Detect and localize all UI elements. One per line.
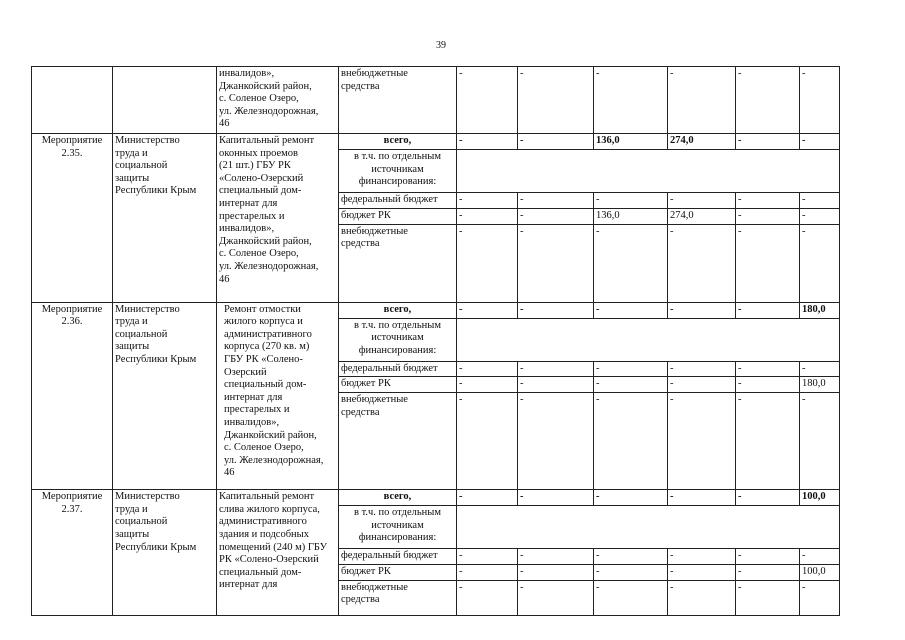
table-row <box>32 302 840 318</box>
value-cell: - <box>736 208 800 224</box>
event-label-line: 2.36. <box>61 316 83 328</box>
description-line: интернат для <box>219 197 278 209</box>
ministry-line: Министерство <box>115 491 180 503</box>
value-cell: - <box>736 490 800 506</box>
value-cell: - <box>594 564 668 580</box>
source-cell <box>339 67 457 134</box>
value-cell: - <box>594 393 668 490</box>
description-line: Джанкойский район, <box>219 235 312 247</box>
source-line: средства <box>341 238 380 250</box>
ministry-cell <box>113 67 217 134</box>
value-cell: - <box>800 67 840 134</box>
value-cell: - <box>668 549 736 565</box>
breakdown-line: источникам <box>371 163 424 175</box>
value-cell: 100,0 <box>800 564 840 580</box>
breakdown-line: источникам <box>371 519 424 531</box>
description-line: Озерский <box>224 366 267 378</box>
value-cell: - <box>800 580 840 615</box>
description-line: интернат для <box>224 391 283 403</box>
value-cell: - <box>518 361 594 377</box>
event-cell <box>32 67 113 134</box>
description-line: престарелых и <box>219 210 285 222</box>
source-rk-cell: бюджет РК <box>339 564 457 580</box>
value-cell: - <box>457 67 518 134</box>
description-line: 46 <box>224 467 235 479</box>
description-line: инвалидов», <box>219 223 275 235</box>
breakdown-line: финансирования: <box>358 532 437 544</box>
value-cell: - <box>800 361 840 377</box>
description-line: с. Соленое Озеро, <box>219 248 299 260</box>
value-cell: - <box>668 224 736 302</box>
source-federal-cell: федеральный бюджет <box>339 193 457 209</box>
value-cell: - <box>736 549 800 565</box>
value-cell: - <box>800 224 840 302</box>
source-line: внебюджетные <box>341 581 408 593</box>
value-cell: - <box>518 580 594 615</box>
ministry-line: социальной <box>115 328 168 340</box>
ministry-line: труда и <box>115 147 148 159</box>
value-cell: - <box>736 377 800 393</box>
value-cell: - <box>518 549 594 565</box>
value-cell: - <box>518 490 594 506</box>
ministry-cell <box>113 302 217 490</box>
description-line: ул. Железнодорожная, <box>219 260 319 272</box>
description-cell <box>217 134 339 303</box>
table-row <box>32 134 840 150</box>
source-federal-cell: федеральный бюджет <box>339 361 457 377</box>
value-cell: - <box>668 490 736 506</box>
description-line: Джанкойский район, <box>219 80 312 92</box>
value-cell: 180,0 <box>800 377 840 393</box>
value-cell: - <box>594 193 668 209</box>
description-line: Джанкойский район, <box>224 429 317 441</box>
description-line: 46 <box>219 273 230 285</box>
description-line: ул. Железнодорожная, <box>224 454 324 466</box>
value-cell: - <box>518 224 594 302</box>
source-line: средства <box>341 406 380 418</box>
description-line: инвалидов», <box>224 416 280 428</box>
source-extra-cell <box>339 580 457 615</box>
value-cell: - <box>594 361 668 377</box>
value-cell: - <box>457 393 518 490</box>
value-cell: 136,0 <box>594 208 668 224</box>
value-cell: - <box>736 134 800 150</box>
description-line: РК «Солено-Озерский <box>219 554 319 566</box>
source-line: внебюджетные <box>341 394 408 406</box>
source-rk-cell: бюджет РК <box>339 377 457 393</box>
ministry-line: труда и <box>115 316 148 328</box>
value-cell: 136,0 <box>594 134 668 150</box>
description-line: помещений (240 м) ГБУ <box>219 541 328 553</box>
description-line: оконных проемов <box>219 147 298 159</box>
ministry-line: социальной <box>115 516 168 528</box>
value-cell: - <box>668 580 736 615</box>
value-cell: - <box>457 361 518 377</box>
description-line: престарелых и <box>224 404 290 416</box>
source-line: средства <box>341 594 380 606</box>
breakdown-empty-cell <box>457 318 840 361</box>
breakdown-line: финансирования: <box>358 176 437 188</box>
value-cell: - <box>518 193 594 209</box>
value-cell: - <box>457 208 518 224</box>
event-label-line: 2.35. <box>61 147 83 159</box>
description-line: ГБУ РК «Солено- <box>224 353 303 365</box>
value-cell: - <box>668 393 736 490</box>
value-cell: - <box>594 302 668 318</box>
description-line: ул. Железнодорожная, <box>219 105 319 117</box>
ministry-line: защиты <box>115 172 150 184</box>
event-cell <box>32 302 113 490</box>
description-line: специальный дом- <box>219 185 302 197</box>
table-row <box>32 490 840 506</box>
description-line: административного <box>219 516 307 528</box>
description-cell <box>217 490 339 616</box>
ministry-line: труда и <box>115 503 148 515</box>
value-cell: - <box>736 67 800 134</box>
breakdown-line: в т.ч. по отдельным <box>354 319 441 331</box>
ministry-line: Республики Крым <box>115 353 197 365</box>
breakdown-line: источникам <box>371 332 424 344</box>
table-body <box>32 67 840 616</box>
table-row <box>32 67 840 134</box>
value-cell: - <box>668 564 736 580</box>
description-cell <box>217 302 339 490</box>
value-cell: - <box>518 393 594 490</box>
description-line: инвалидов», <box>219 68 275 79</box>
description-line: Капитальный ремонт <box>219 491 315 503</box>
source-total-cell: всего, <box>339 302 457 318</box>
ministry-line: Республики Крым <box>115 541 197 553</box>
description-line: корпуса (270 кв. м) <box>224 341 310 353</box>
ministry-line: социальной <box>115 160 168 172</box>
description-line: с. Соленое Озеро, <box>219 93 299 105</box>
event-cell <box>32 134 113 303</box>
value-cell: - <box>518 564 594 580</box>
budget-table <box>31 66 840 616</box>
ministry-line: защиты <box>115 341 150 353</box>
description-line: 46 <box>219 118 230 130</box>
value-cell: - <box>594 580 668 615</box>
value-cell: 100,0 <box>800 490 840 506</box>
ministry-line: Министерство <box>115 303 180 315</box>
value-cell: - <box>668 193 736 209</box>
breakdown-empty-cell <box>457 506 840 549</box>
breakdown-line: в т.ч. по отдельным <box>354 151 441 162</box>
description-line: специальный дом- <box>224 379 307 391</box>
value-cell: - <box>800 193 840 209</box>
ministry-line: Республики Крым <box>115 185 197 197</box>
event-cell <box>32 490 113 616</box>
ministry-cell <box>113 490 217 616</box>
breakdown-line: финансирования: <box>358 344 437 356</box>
source-total-cell: всего, <box>339 490 457 506</box>
value-cell: 180,0 <box>800 302 840 318</box>
value-cell: - <box>736 580 800 615</box>
value-cell: - <box>457 302 518 318</box>
value-cell: - <box>594 377 668 393</box>
value-cell: - <box>457 564 518 580</box>
value-cell: - <box>736 193 800 209</box>
value-cell: - <box>800 134 840 150</box>
description-line: интернат для <box>219 579 278 591</box>
value-cell: - <box>594 549 668 565</box>
value-cell: - <box>518 134 594 150</box>
description-line: Ремонт отмостки <box>224 303 301 315</box>
description-line: административного <box>224 328 312 340</box>
description-line: Капитальный ремонт <box>219 135 315 146</box>
description-line: специальный дом- <box>219 566 302 578</box>
value-cell: - <box>594 67 668 134</box>
value-cell: - <box>457 580 518 615</box>
value-cell: - <box>736 564 800 580</box>
source-federal-cell: федеральный бюджет <box>339 549 457 565</box>
value-cell: - <box>800 208 840 224</box>
value-cell: - <box>457 134 518 150</box>
value-cell: - <box>736 361 800 377</box>
page-number: 39 <box>436 40 446 51</box>
source-breakdown-cell <box>339 506 457 549</box>
value-cell: - <box>518 302 594 318</box>
source-breakdown-cell <box>339 150 457 193</box>
value-cell: - <box>457 193 518 209</box>
source-line: средства <box>341 80 380 92</box>
value-cell: 274,0 <box>668 208 736 224</box>
source-line: внебюджетные <box>341 68 408 79</box>
value-cell: 274,0 <box>668 134 736 150</box>
description-line: с. Соленое Озеро, <box>224 442 304 454</box>
value-cell: - <box>594 224 668 302</box>
value-cell: - <box>518 377 594 393</box>
value-cell: - <box>518 67 594 134</box>
value-cell: - <box>800 393 840 490</box>
value-cell: - <box>594 490 668 506</box>
event-label-line: 2.37. <box>61 503 83 515</box>
value-cell: - <box>668 302 736 318</box>
source-total-cell: всего, <box>339 134 457 150</box>
description-line: «Солено-Озерский <box>219 172 304 184</box>
source-extra-cell <box>339 224 457 302</box>
breakdown-empty-cell <box>457 150 840 193</box>
value-cell: - <box>668 67 736 134</box>
value-cell: - <box>457 224 518 302</box>
source-breakdown-cell <box>339 318 457 361</box>
description-line: жилого корпуса и <box>224 316 303 328</box>
description-line: (21 шт.) ГБУ РК <box>219 160 291 172</box>
value-cell: - <box>736 224 800 302</box>
event-label-line: Мероприятие <box>41 491 103 503</box>
value-cell: - <box>736 393 800 490</box>
source-rk-cell: бюджет РК <box>339 208 457 224</box>
value-cell: - <box>668 377 736 393</box>
ministry-cell <box>113 134 217 303</box>
value-cell: - <box>800 549 840 565</box>
event-label-line: Мероприятие <box>41 135 103 146</box>
event-label-line: Мероприятие <box>41 303 103 315</box>
value-cell: - <box>518 208 594 224</box>
ministry-line: защиты <box>115 528 150 540</box>
value-cell: - <box>457 549 518 565</box>
description-cell <box>217 67 339 134</box>
ministry-line: Министерство <box>115 135 180 146</box>
value-cell: - <box>457 490 518 506</box>
value-cell: - <box>457 377 518 393</box>
value-cell: - <box>736 302 800 318</box>
breakdown-line: в т.ч. по отдельным <box>354 507 441 519</box>
source-extra-cell <box>339 393 457 490</box>
value-cell: - <box>668 361 736 377</box>
description-line: слива жилого корпуса, <box>219 503 320 515</box>
description-line: здания и подсобных <box>219 528 309 540</box>
source-line: внебюджетные <box>341 225 408 237</box>
